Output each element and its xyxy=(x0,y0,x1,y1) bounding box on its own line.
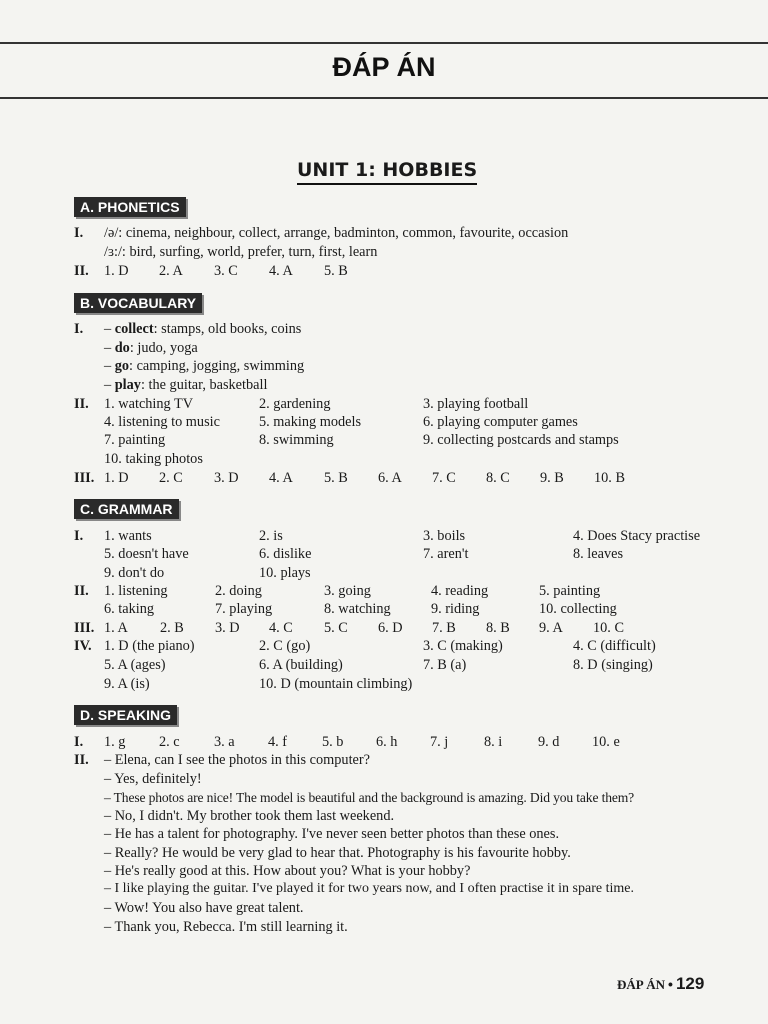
answer-item: 8. B xyxy=(486,620,510,636)
answer-item: 7. B xyxy=(432,620,456,636)
roman-numeral: I. xyxy=(74,734,84,750)
vocab-verb: go xyxy=(114,358,130,374)
answer-item: 3. D xyxy=(214,470,239,486)
answer-item: 10. D (mountain climbing) xyxy=(259,676,413,692)
answer-item: 3. boils xyxy=(423,528,466,544)
answer-item: 5. B xyxy=(324,263,348,279)
answer-item: 2. is xyxy=(259,528,283,544)
dash: – xyxy=(104,340,115,356)
answer-item: 1. watching TV xyxy=(104,396,194,412)
header-top-rule xyxy=(0,42,768,44)
answer-item: 5. C xyxy=(324,620,348,636)
dialogue-line: – Yes, definitely! xyxy=(104,771,202,787)
answer-item: 2. C xyxy=(159,470,183,486)
roman-numeral: II. xyxy=(74,263,89,279)
answer-item: 1. listening xyxy=(104,583,168,599)
answer-item: 1. wants xyxy=(104,528,152,544)
roman-numeral: I. xyxy=(74,321,84,337)
vocab-item xyxy=(104,376,267,394)
roman-numeral: I. xyxy=(74,225,84,241)
phonetics-line: /ə/: cinema, neighbour, collect, arrange, badminton, common, favourite, occasion xyxy=(104,225,569,241)
vocab-verb: collect xyxy=(114,321,154,337)
dialogue-line: – He's really good at this. How about you? What is your hobby? xyxy=(104,863,471,879)
answer-item: 8. leaves xyxy=(573,546,624,562)
answer-item: 3. going xyxy=(324,583,371,599)
answer-item: 4. f xyxy=(268,734,288,750)
dialogue-line: – Really? He would be very glad to hear that. Photography is his favourite hobby. xyxy=(104,845,571,861)
section-speaking: D. SPEAKING xyxy=(74,705,177,725)
dialogue-line: – Elena, can I see the photos in this computer? xyxy=(104,752,371,768)
answer-item: 4. A xyxy=(269,470,293,486)
roman-numeral: II. xyxy=(74,583,89,599)
header-bottom-rule xyxy=(0,97,768,99)
answer-item: 10. taking photos xyxy=(104,451,203,467)
answer-item: 2. C (go) xyxy=(259,638,311,654)
vocab-examples: : judo, yoga xyxy=(129,340,198,356)
footer-bullet: • xyxy=(668,976,673,992)
answer-item: 10. B xyxy=(594,470,625,486)
answer-item: 9. B xyxy=(540,470,564,486)
answer-item: 5. painting xyxy=(539,583,601,599)
section-vocabulary: B. VOCABULARY xyxy=(74,293,202,313)
answer-item: 5. B xyxy=(324,470,348,486)
dash: – xyxy=(104,358,115,374)
answer-item: 2. doing xyxy=(215,583,262,599)
section-grammar: C. GRAMMAR xyxy=(74,499,179,519)
answer-item: 8. swimming xyxy=(259,432,334,448)
phonetics-line: /ɜ:/: bird, surfing, world, prefer, turn, first, learn xyxy=(104,244,378,260)
answer-item: 9. A (is) xyxy=(104,676,150,692)
answer-item: 7. painting xyxy=(104,432,166,448)
answer-item: 7. aren't xyxy=(423,546,469,562)
vocab-verb: play xyxy=(114,377,141,393)
answer-item: 3. playing football xyxy=(423,396,529,412)
answer-item: 3. C (making) xyxy=(423,638,503,654)
page-footer xyxy=(617,974,704,994)
answer-item: 2. A xyxy=(159,263,183,279)
vocab-item xyxy=(104,339,198,357)
dash: – xyxy=(104,321,115,337)
answer-item: 7. B (a) xyxy=(423,657,467,673)
answer-item: 8. i xyxy=(484,734,503,750)
answer-item: 4. C (difficult) xyxy=(573,638,656,654)
answer-item: 4. A xyxy=(269,263,293,279)
vocab-verb: do xyxy=(114,340,130,356)
answer-item: 7. playing xyxy=(215,601,273,617)
answer-item: 9. collecting postcards and stamps xyxy=(423,432,619,448)
answer-item: 6. A (building) xyxy=(259,657,343,673)
roman-numeral: II. xyxy=(74,396,89,412)
answer-item: 1. A xyxy=(104,620,128,636)
answer-item: 6. D xyxy=(378,620,403,636)
answer-item: 6. playing computer games xyxy=(423,414,578,430)
answer-item: 1. D xyxy=(104,470,129,486)
answer-item: 1. D xyxy=(104,263,129,279)
vocab-examples: : the guitar, basketball xyxy=(140,377,268,393)
answer-item: 10. plays xyxy=(259,565,311,581)
answer-item: 5. doesn't have xyxy=(104,546,189,562)
answer-item: 8. watching xyxy=(324,601,391,617)
answer-item: 5. b xyxy=(322,734,344,750)
answer-item: 8. D (singing) xyxy=(573,657,653,673)
section-phonetics: A. PHONETICS xyxy=(74,197,186,217)
answer-item: 2. B xyxy=(160,620,184,636)
answer-item: 4. Does Stacy practise xyxy=(573,528,701,544)
footer-label: ĐÁP ÁN xyxy=(617,977,666,992)
answer-item: 5. making models xyxy=(259,414,362,430)
roman-numeral: I. xyxy=(74,528,84,544)
answer-item: 1. D (the piano) xyxy=(104,638,195,654)
dialogue-line: – Thank you, Rebecca. I'm still learning it. xyxy=(104,919,348,935)
dialogue-line: – These photos are nice! The model is beautiful and the background is amazing. Did you take them? xyxy=(104,790,635,805)
answer-item: 3. a xyxy=(214,734,235,750)
page-number: 129 xyxy=(675,974,705,993)
answer-item: 1. g xyxy=(104,734,126,750)
answer-item: 9. d xyxy=(538,734,560,750)
answer-item: 8. C xyxy=(486,470,510,486)
dash: – xyxy=(104,377,115,393)
vocab-item xyxy=(104,320,301,338)
dialogue-line: – He has a talent for photography. I've never seen better photos than these ones. xyxy=(104,826,560,842)
roman-numeral: III. xyxy=(74,470,95,486)
dialogue-line: – Wow! You also have great talent. xyxy=(104,900,304,916)
answer-item: 3. C xyxy=(214,263,238,279)
answer-item: 6. taking xyxy=(104,601,155,617)
answer-item: 10. collecting xyxy=(539,601,617,617)
answer-item: 10. e xyxy=(592,734,620,750)
vocab-examples: : stamps, old books, coins xyxy=(153,321,302,337)
answer-item: 3. D xyxy=(215,620,240,636)
roman-numeral: IV. xyxy=(74,638,92,654)
answer-item: 5. A (ages) xyxy=(104,657,166,673)
roman-numeral: III. xyxy=(74,620,95,636)
vocab-examples: : camping, jogging, swimming xyxy=(129,358,305,374)
unit-title: UNIT 1: HOBBIES xyxy=(297,158,477,185)
answer-item: 7. j xyxy=(430,734,449,750)
answer-item: 10. C xyxy=(593,620,624,636)
roman-numeral: II. xyxy=(74,752,89,768)
vocab-item xyxy=(104,357,304,375)
answer-item: 4. listening to music xyxy=(104,414,220,430)
answer-item: 9. A xyxy=(539,620,563,636)
answer-item: 4. C xyxy=(269,620,293,636)
answer-item: 6. dislike xyxy=(259,546,312,562)
answer-item: 9. riding xyxy=(431,601,480,617)
page-title: ĐÁP ÁN xyxy=(332,52,436,82)
answer-item: 2. c xyxy=(159,734,180,750)
answer-item: 2. gardening xyxy=(259,396,331,412)
answer-item: 7. C xyxy=(432,470,456,486)
answer-item: 4. reading xyxy=(431,583,489,599)
answer-item: 6. A xyxy=(378,470,402,486)
answer-item: 6. h xyxy=(376,734,398,750)
dialogue-line: – No, I didn't. My brother took them last weekend. xyxy=(104,808,395,824)
answer-item: 9. don't do xyxy=(104,565,165,581)
dialogue-line: – I like playing the guitar. I've played it for two years now, and I often practise it in spare time. xyxy=(104,881,634,896)
